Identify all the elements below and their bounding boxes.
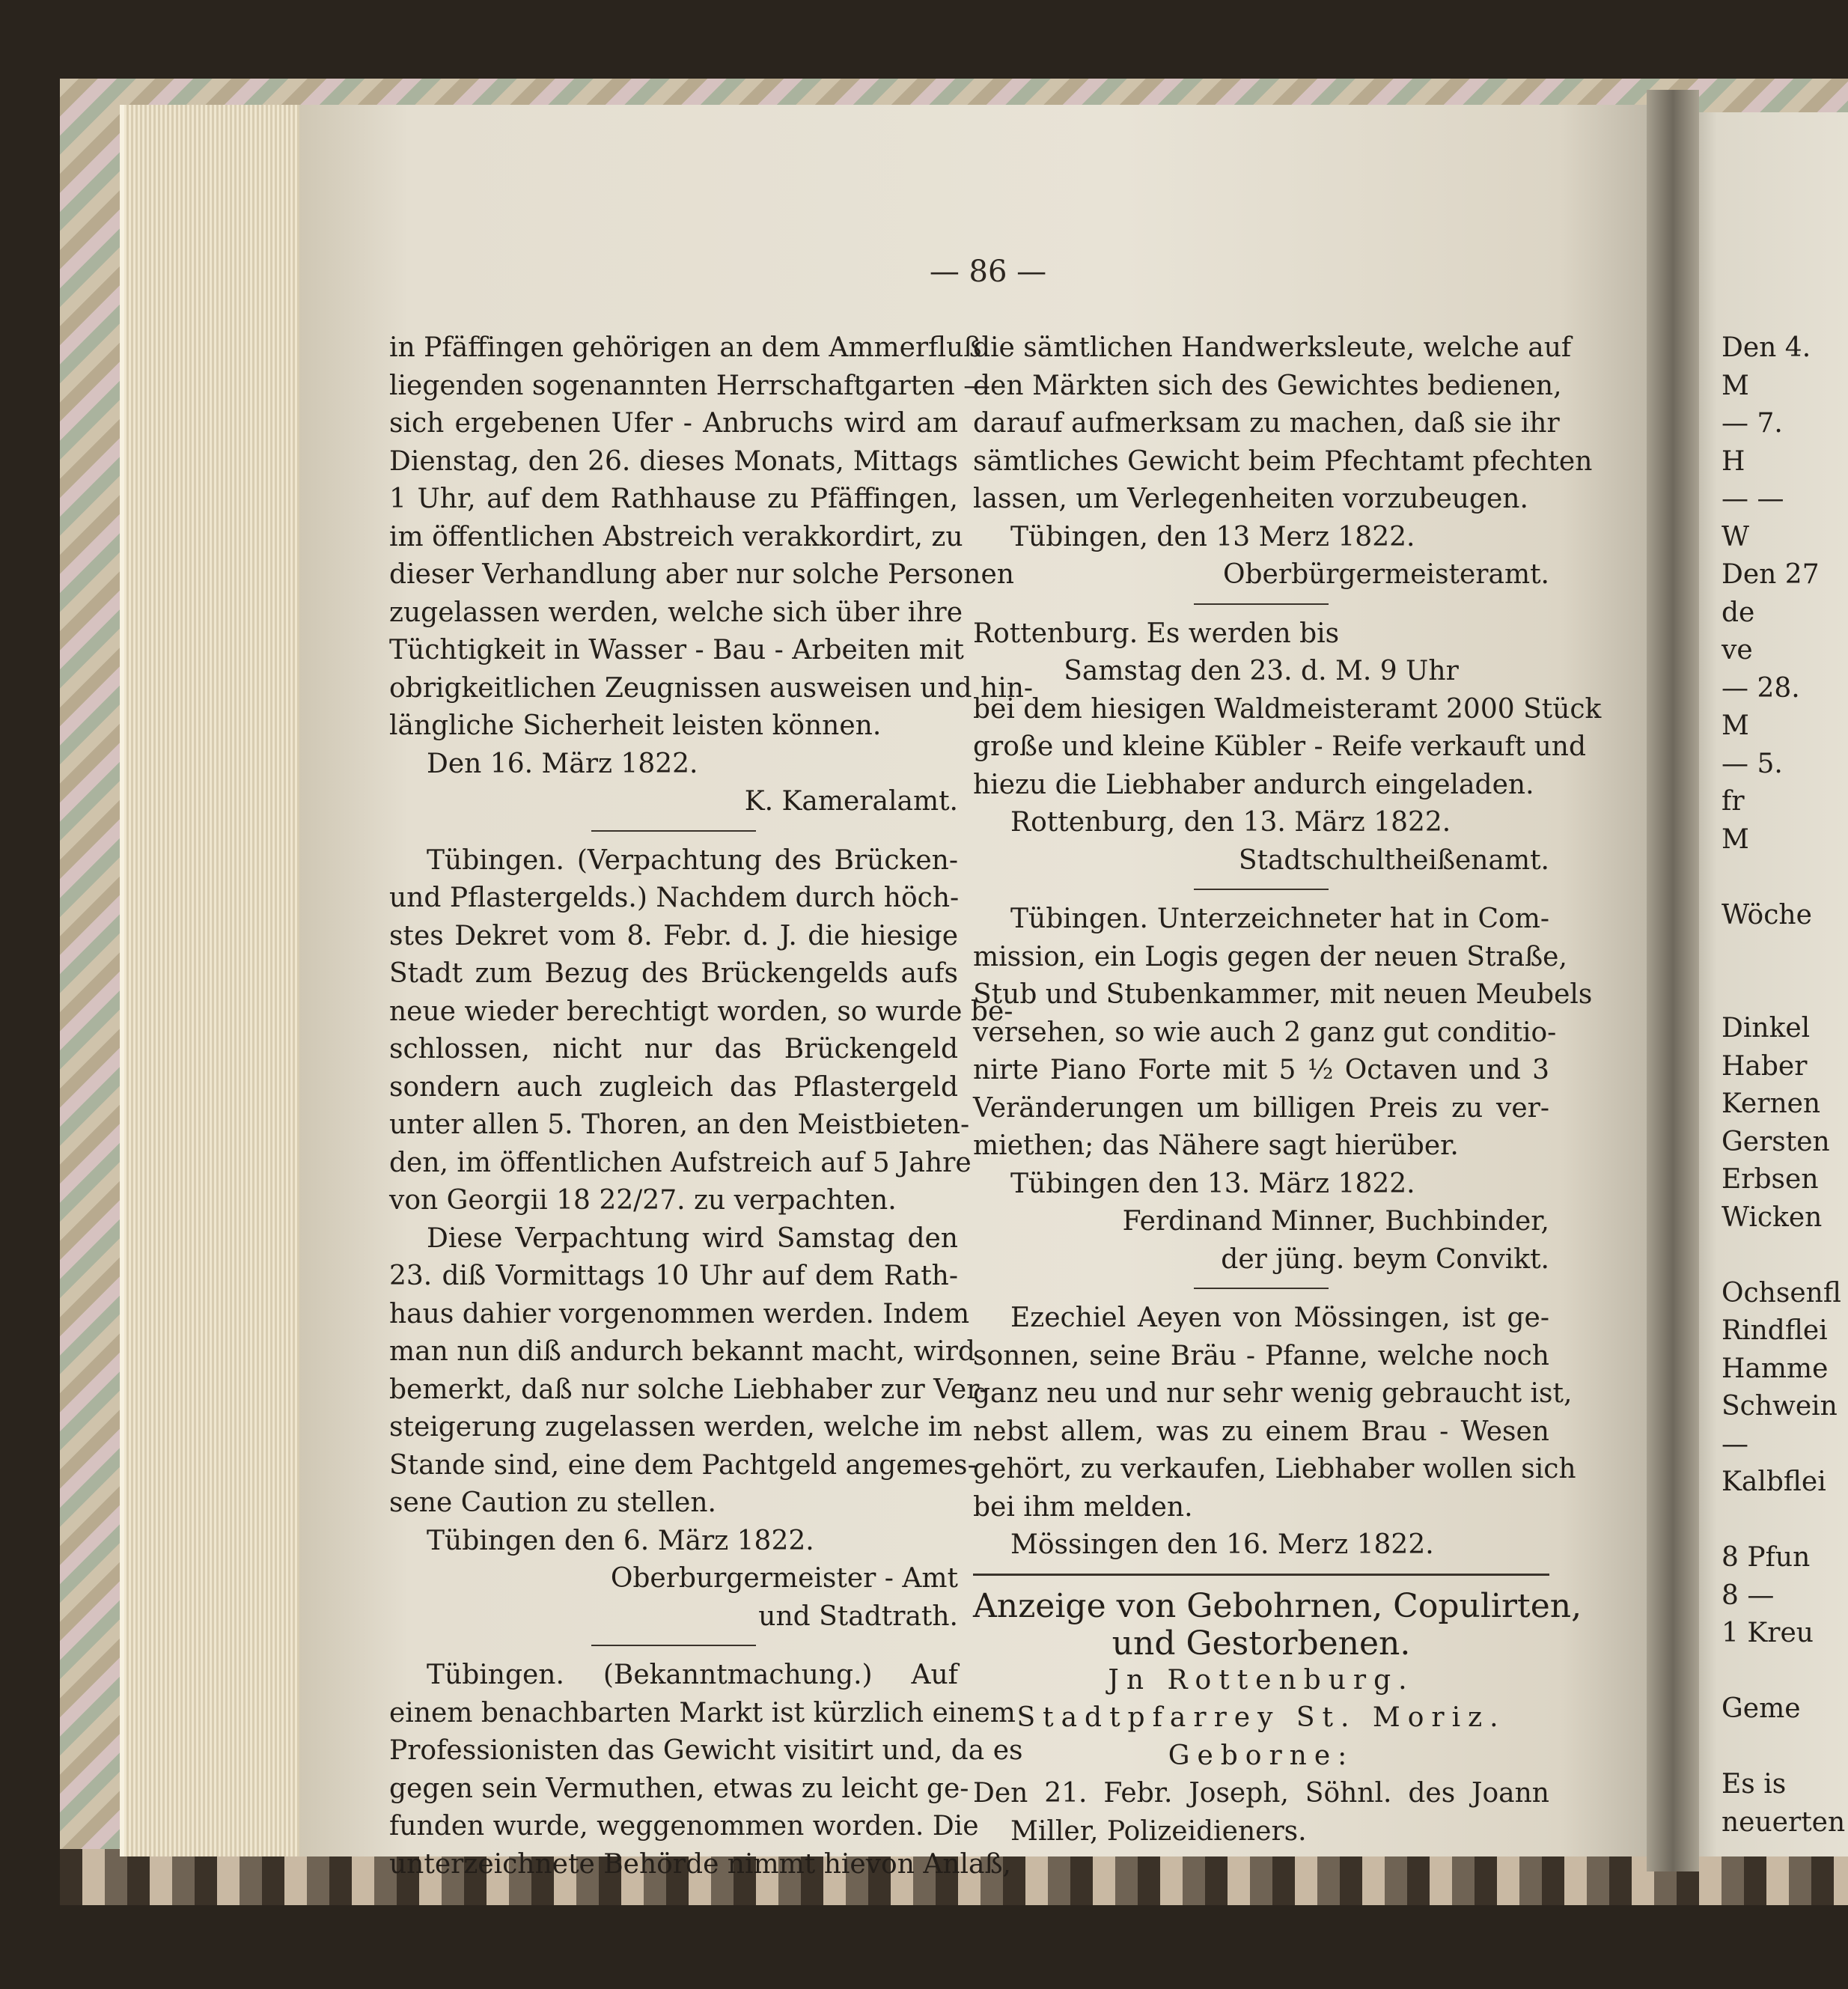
- left-column-line: liegenden sogenannten Herrschaftgarten —: [389, 370, 991, 401]
- right-column-line: sonnen, seine Bräu - Pfanne, welche noch: [973, 1340, 1549, 1371]
- margin-line: Hamme: [1722, 1353, 1829, 1384]
- margin-line: Wicken: [1722, 1201, 1823, 1233]
- left-column-line: Oberburgermeister - Amt: [610, 1563, 958, 1594]
- margin-line: [1722, 1728, 1848, 1767]
- margin-line: fr: [1722, 786, 1745, 817]
- margin-line: Geme: [1722, 1693, 1801, 1724]
- right-column-line: Rottenburg, den 13. März 1822.: [1010, 807, 1451, 838]
- left-column-line: längliche Sicherheit leisten können.: [389, 710, 882, 741]
- right-column-line: sämtliches Gewicht beim Pfechtamt pfechten: [973, 445, 1593, 477]
- right-column-line: Stadtschultheißenamt.: [1238, 844, 1549, 876]
- left-column-line: im öffentlichen Abstreich verakkordirt, zu: [389, 521, 963, 552]
- right-column-line: mission, ein Logis gegen der neuen Straße,: [973, 941, 1567, 972]
- right-column-line: bei dem hiesigen Waldmeisteramt 2000 Stück: [973, 693, 1602, 725]
- margin-line: Gersten: [1722, 1126, 1830, 1157]
- right-column-line: Tübingen, den 13 Merz 1822.: [1010, 521, 1415, 552]
- book-gutter: [1647, 90, 1699, 1871]
- margin-line: — 5.: [1722, 748, 1783, 779]
- margin-line: Den 27: [1722, 559, 1820, 590]
- left-column-line: einem benachbarten Markt ist kürzlich einem: [389, 1697, 1016, 1728]
- margin-line: 8 —: [1722, 1580, 1775, 1611]
- margin-line: M: [1722, 823, 1749, 855]
- margin-line: Kernen: [1722, 1088, 1821, 1119]
- left-column-line: haus dahier vorgenommen werden. Indem: [389, 1298, 970, 1329]
- section-divider: [1194, 1288, 1329, 1289]
- right-column-line: bei ihm melden.: [973, 1491, 1193, 1523]
- left-column-line: Den 16. März 1822.: [427, 748, 698, 779]
- margin-line: Den 4.: [1722, 332, 1811, 363]
- right-page-margin-text: [1722, 329, 1848, 1842]
- left-column-line: zugelassen werden, welche sich über ihre: [389, 597, 963, 628]
- right-column-line: Stadtpfarrey St. Moriz.: [1016, 1702, 1506, 1733]
- left-column-line: sich ergebenen Ufer - Anbruchs wird am: [389, 408, 958, 439]
- left-column-line: unterzeichnete Behörde nimmt hievon Anlaß,: [389, 1848, 1011, 1880]
- margin-line: H: [1722, 445, 1745, 477]
- right-column-line: gehört, zu verkaufen, Liebhaber wollen sich: [973, 1454, 1576, 1484]
- right-column-line: Mössingen den 16. Merz 1822.: [1010, 1529, 1434, 1560]
- margin-line: [1722, 1502, 1848, 1540]
- margin-line: — 28.: [1722, 672, 1800, 704]
- right-column-line: Ezechiel Aeyen von Mössingen, ist ge-: [1010, 1303, 1549, 1333]
- left-column-line: Tübingen. (Bekanntmachung.) Auf: [427, 1660, 958, 1690]
- margin-line: neuerten: [1722, 1806, 1846, 1838]
- margin-line: [1722, 1237, 1848, 1275]
- right-column-line: Oberbürgermeisteramt.: [1223, 559, 1549, 590]
- left-text-column: [389, 329, 1034, 1883]
- left-column-line: steigerung zugelassen werden, welche im: [389, 1412, 963, 1443]
- margin-line: M: [1722, 370, 1749, 401]
- right-column-line: Jn Rottenburg.: [1108, 1664, 1415, 1696]
- right-column-line: Tübingen den 13. März 1822.: [1010, 1168, 1415, 1199]
- right-column-line: den Märkten sich des Gewichtes bedienen,: [973, 370, 1562, 401]
- left-column-line: Diese Verpachtung wird Samstag den: [427, 1222, 958, 1254]
- margin-line: Wöche: [1722, 899, 1812, 930]
- left-column-line: obrigkeitlichen Zeugnissen ausweisen und hin-: [389, 672, 1034, 704]
- left-column-line: unter allen 5. Thoren, an den Meistbieten-: [389, 1109, 970, 1140]
- margin-line: [1722, 972, 1848, 1011]
- right-column-line: Veränderungen um billigen Preis zu ver-: [973, 1092, 1549, 1124]
- right-column-line: große und kleine Kübler - Reife verkauft und: [973, 731, 1587, 762]
- left-column-line: sene Caution zu stellen.: [389, 1487, 716, 1518]
- left-column-line: bemerkt, daß nur solche Liebhaber zur Ver-: [389, 1374, 989, 1405]
- section-divider: [1194, 889, 1329, 890]
- margin-line: — —: [1722, 484, 1784, 514]
- right-column-line: Tübingen. Unterzeichneter hat in Com-: [1010, 904, 1549, 934]
- right-column-line: Stub und Stubenkammer, mit neuen Meubels: [973, 979, 1593, 1010]
- margin-line: Rindflei: [1722, 1315, 1828, 1346]
- left-column-line: 1 Uhr, auf dem Rathhause zu Pfäffingen,: [389, 484, 958, 514]
- section-divider: [591, 830, 756, 832]
- margin-line: —: [1722, 1428, 1748, 1460]
- left-column-line: gegen sein Vermuthen, etwas zu leicht ge-: [389, 1773, 969, 1804]
- margin-line: — 7.: [1722, 408, 1783, 439]
- right-column-line: Geborne:: [1168, 1740, 1355, 1771]
- left-column-line: stes Dekret vom 8. Febr. d. J. die hiesige: [389, 920, 958, 951]
- page-number: — 86 —: [929, 255, 1047, 289]
- right-column-line: versehen, so wie auch 2 ganz gut conditio-: [973, 1017, 1557, 1048]
- right-text-column: [973, 329, 1602, 1851]
- left-column-line: 23. diß Vormittags 10 Uhr auf dem Rath-: [389, 1261, 958, 1291]
- right-column-line: lassen, um Verlegenheiten vorzubeugen.: [973, 484, 1528, 514]
- left-column-line: Tübingen den 6. März 1822.: [427, 1525, 814, 1556]
- left-column-line: K. Kameralamt.: [744, 786, 958, 817]
- right-column-line: Miller, Polizeidieners.: [1010, 1815, 1307, 1847]
- left-column-line: Professionisten das Gewicht visitirt und, da es: [389, 1735, 1023, 1766]
- right-column-line: der jüng. beym Convikt.: [1221, 1243, 1549, 1275]
- left-column-line: Stande sind, eine dem Pachtgeld angemes-: [389, 1449, 977, 1481]
- margin-line: [1722, 1653, 1848, 1691]
- left-column-line: von Georgii 18 22/27. zu verpachten.: [389, 1185, 897, 1216]
- margin-line: Kalbflei: [1722, 1466, 1826, 1497]
- right-column-line: Rottenburg. Es werden bis: [973, 618, 1340, 649]
- right-column-line: Den 21. Febr. Joseph, Söhnl. des Joann: [973, 1778, 1549, 1809]
- margin-line: ve: [1722, 635, 1753, 665]
- left-column-line: in Pfäffingen gehörigen an dem Ammerfluß: [389, 332, 982, 363]
- margin-line: Dinkel: [1722, 1013, 1811, 1044]
- margin-line: Es is: [1722, 1769, 1787, 1800]
- margin-line: Ochsenfl: [1722, 1277, 1841, 1309]
- left-column-line: Tübingen. (Verpachtung des Brücken-: [427, 844, 958, 876]
- left-column-line: und Stadtrath.: [758, 1600, 958, 1632]
- right-column-line: nirte Piano Forte mit 5 ½ Octaven und 3: [973, 1055, 1549, 1085]
- margin-line: 8 Pfun: [1722, 1542, 1811, 1573]
- right-column-line: ganz neu und nur sehr wenig gebraucht ist,: [973, 1378, 1573, 1409]
- right-column-line: Samstag den 23. d. M. 9 Uhr: [1064, 656, 1459, 686]
- left-column-line: schlossen, nicht nur das Brückengeld: [389, 1034, 958, 1064]
- left-column-line: Stadt zum Bezug des Brückengelds aufs: [389, 958, 958, 989]
- left-column-line: sondern auch zugleich das Pflastergeld: [389, 1071, 958, 1103]
- right-column-line: darauf aufmerksam zu machen, daß sie ihr: [973, 408, 1560, 439]
- margin-line: Haber: [1722, 1050, 1808, 1082]
- right-column-line: Anzeige von Gebohrnen, Copulirten,: [973, 1586, 1582, 1625]
- left-column-line: funden wurde, weggenommen worden. Die: [389, 1811, 979, 1842]
- left-column-line: man nun diß andurch bekannt macht, wird: [389, 1336, 975, 1367]
- left-column-line: neue wieder berechtigt worden, so wurde be-: [389, 996, 1013, 1027]
- left-column-line: und Pflastergelds.) Nachdem durch höch-: [389, 883, 960, 913]
- left-column-line: Dienstag, den 26. dieses Monats, Mittags: [389, 445, 958, 477]
- left-column-line: dieser Verhandlung aber nur solche Personen: [389, 559, 1014, 590]
- right-column-line: hiezu die Liebhaber andurch eingeladen.: [973, 769, 1534, 800]
- section-divider: [973, 1574, 1549, 1576]
- margin-line: Erbsen: [1722, 1164, 1819, 1195]
- page-edges: [120, 105, 319, 1856]
- right-column-line: nebst allem, was zu einem Brau - Wesen: [973, 1416, 1549, 1447]
- margin-line: M: [1722, 710, 1749, 741]
- right-column-line: Ferdinand Minner, Buchbinder,: [1122, 1206, 1549, 1237]
- right-column-line: und Gestorbenen.: [1111, 1624, 1411, 1663]
- left-column-line: Tüchtigkeit in Wasser - Bau - Arbeiten mit: [389, 635, 964, 665]
- margin-line: [1722, 934, 1848, 972]
- left-column-line: den, im öffentlichen Aufstreich auf 5 Jahre: [389, 1147, 972, 1178]
- right-column-line: die sämtlichen Handwerksleute, welche auf: [973, 332, 1572, 363]
- section-divider: [1194, 603, 1329, 605]
- margin-line: Schwein: [1722, 1391, 1838, 1422]
- margin-line: W: [1722, 521, 1750, 552]
- margin-line: [1722, 859, 1848, 897]
- section-divider: [591, 1645, 756, 1646]
- margin-line: 1 Kreu: [1722, 1618, 1814, 1648]
- right-column-line: miethen; das Nähere sagt hierüber.: [973, 1130, 1459, 1161]
- margin-line: de: [1722, 597, 1755, 628]
